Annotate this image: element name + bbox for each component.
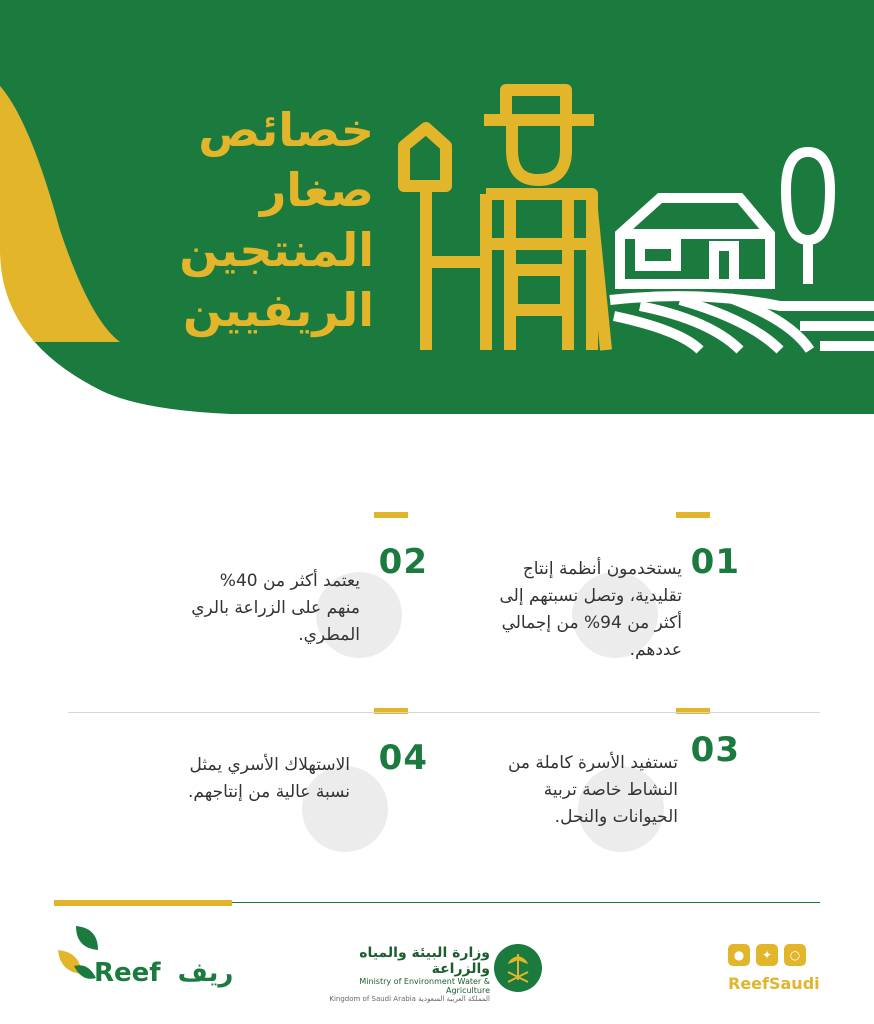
item-number: 04 [378,738,428,778]
reef-en: Reef [94,958,161,988]
feature-item-02 [172,512,432,662]
accent-bar [374,708,408,714]
ministry-emblem-icon [494,944,542,992]
feature-item-04 [172,708,432,858]
item-number: 03 [690,730,740,770]
item-number: 01 [690,542,740,582]
accent-bar [676,708,710,714]
footer-rule [232,902,820,903]
feature-item-01 [478,512,738,662]
accent-bar [374,512,408,518]
instagram-icon[interactable]: ○ [784,944,806,966]
item-number: 02 [378,542,428,582]
reef-ar: ريف [177,958,234,988]
twitter-icon[interactable]: ✦ [756,944,778,966]
page-title: خصائص صغار المنتجين الريفيين [179,103,374,337]
item-text: يعتمد أكثر من 40% منهم على الزراعة بالري المطري. [191,571,360,645]
footer-accent-line [54,900,232,906]
kingdom-label: Kingdom of Saudi Arabia المملكة العربية السعودية [329,995,490,1003]
feature-item-03 [478,708,738,858]
item-text: تستفيد الأسرة كاملة من النشاط خاصة تربية الحيوانات والنحل. [507,753,678,827]
section-divider [68,712,820,713]
ministry-name-en: Ministry of Environment Water & Agriculture [359,977,490,995]
reef-wordmark [94,958,233,988]
ministry-name-ar: وزارة البيئة والمياه والزراعة [359,945,490,977]
snapchat-icon[interactable]: ● [728,944,750,966]
item-text: يستخدمون أنظمة إنتاج تقليدية، وتصل نسبتهم إلى أكثر من 94% من إجمالي عددهم. [499,559,682,660]
social-handle[interactable]: ReefSaudi [728,974,820,993]
accent-bar [676,512,710,518]
hero-banner [0,0,874,420]
item-text: الاستهلاك الأسري يمثل نسبة عالية من إنتاجهم. [188,755,350,802]
social-icons [728,944,806,966]
ministry-block [326,945,490,1003]
